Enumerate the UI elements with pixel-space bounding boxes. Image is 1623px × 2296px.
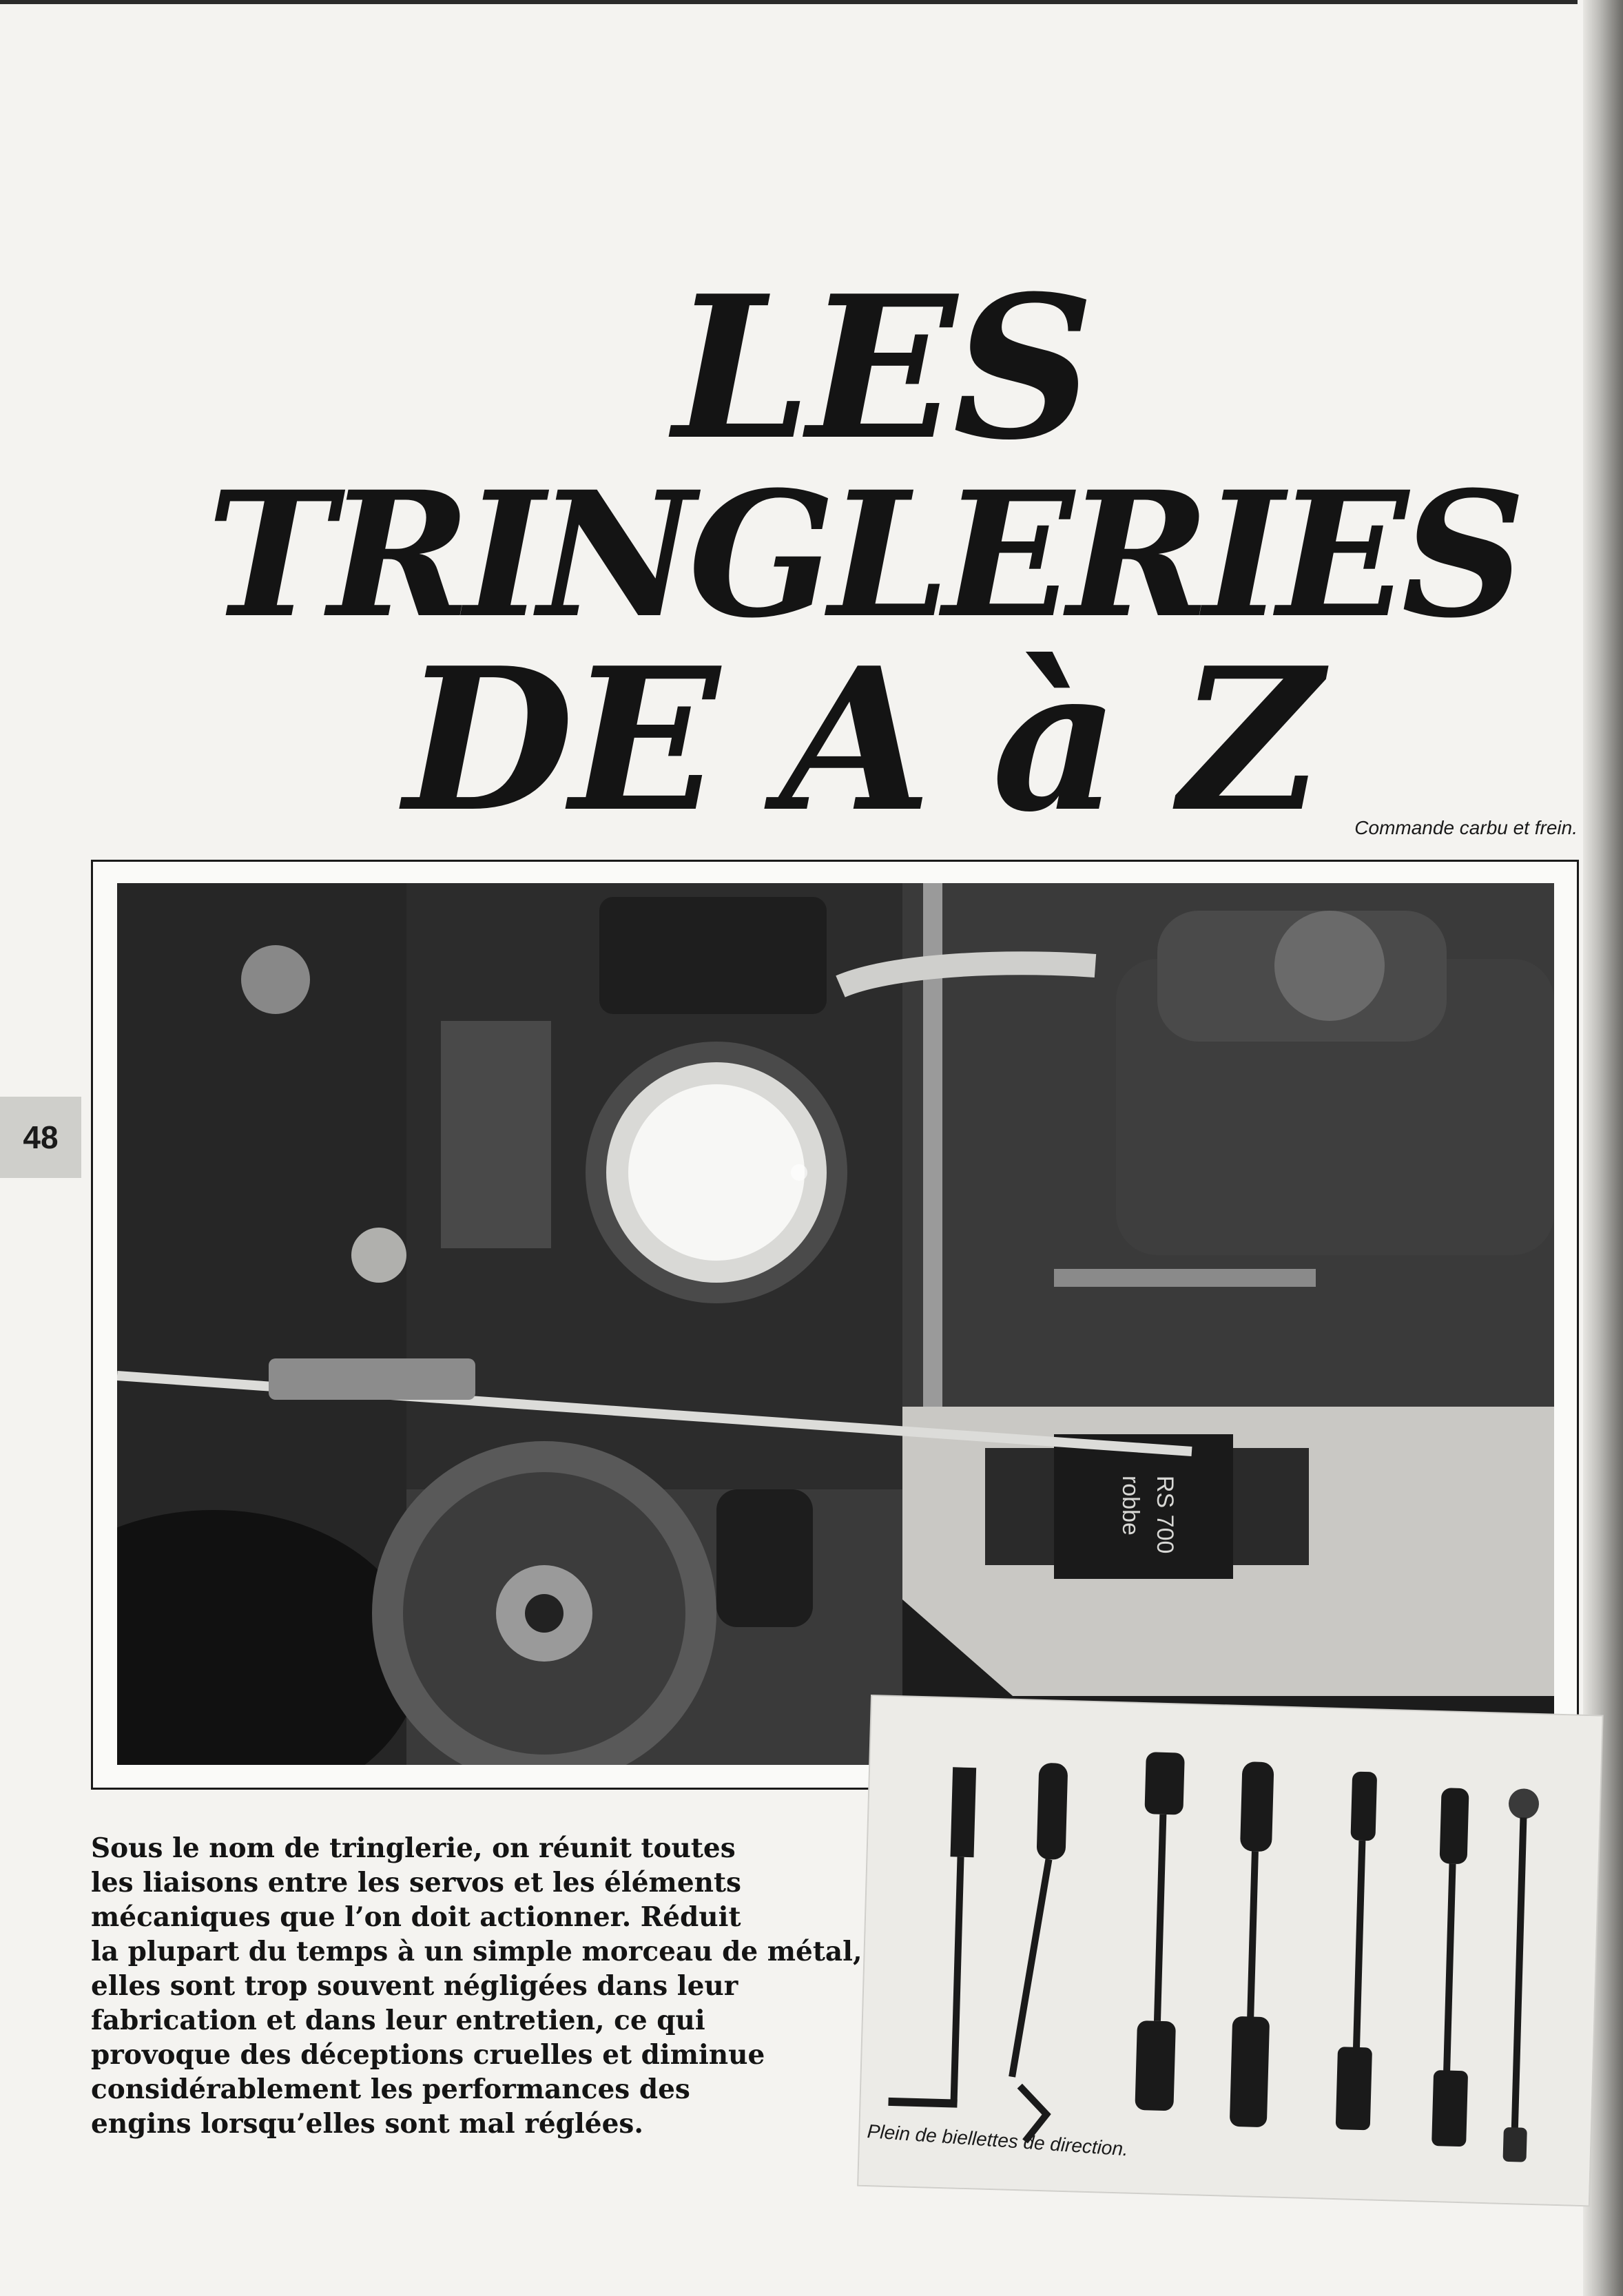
main-photo-caption: Commande carbu et frein. bbox=[1354, 817, 1578, 838]
intro-line: la plupart du temps à un simple morceau de métal, bbox=[91, 1936, 862, 1967]
page-number-tab bbox=[0, 1097, 81, 1178]
intro-line: les liaisons entre les servos et les éléments bbox=[91, 1867, 741, 1899]
intro-line: provoque des déceptions cruelles et diminue bbox=[91, 2039, 765, 2071]
intro-line: considérablement les performances des bbox=[91, 2073, 690, 2105]
main-photo-engine-linkage bbox=[117, 883, 1554, 1765]
title-line-3: DE A à Z bbox=[404, 625, 1319, 856]
article-title bbox=[207, 253, 1519, 856]
inset-photo-caption: Plein de biellettes de direction. bbox=[866, 2120, 1129, 2160]
intro-line: fabrication et dans leur entretien, ce qui bbox=[91, 2005, 705, 2036]
title-line-2: TRINGLERIES bbox=[207, 453, 1519, 656]
top-rule bbox=[0, 0, 1578, 4]
intro-line: mécaniques que l’on doit actionner. Réduit bbox=[91, 1901, 741, 1933]
page-number: 48 bbox=[23, 1119, 59, 1155]
title-line-1: LES bbox=[673, 253, 1090, 484]
servo-brand-label: robbe bbox=[1117, 1476, 1144, 1535]
intro-line: elles sont trop souvent négligées dans leur bbox=[91, 1970, 738, 2002]
intro-line: Sous le nom de tringlerie, on réunit toutes bbox=[91, 1832, 736, 1864]
intro-line: engins lorsqu’elles sont mal réglées. bbox=[91, 2108, 643, 2140]
intro-paragraph bbox=[91, 1831, 918, 2141]
servo-model-label: RS 700 bbox=[1152, 1476, 1178, 1554]
